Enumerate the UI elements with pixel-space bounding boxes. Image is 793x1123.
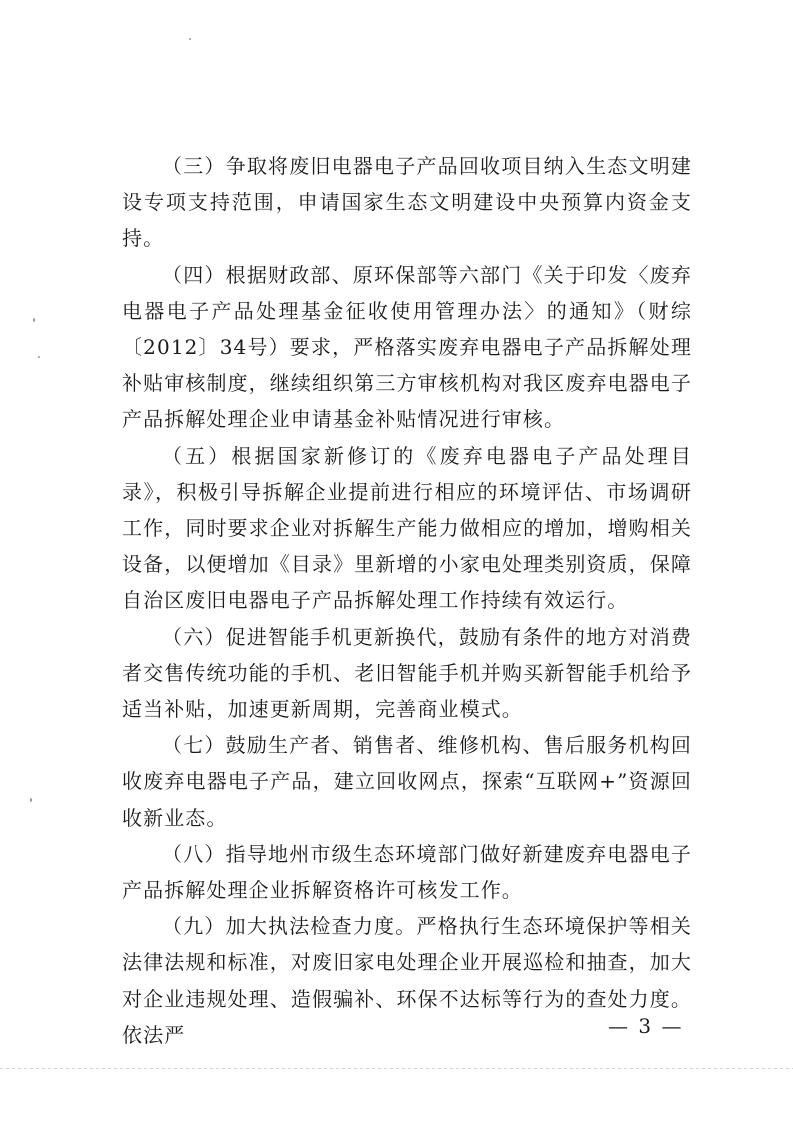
paragraph-7: （七）鼓励生产者、销售者、维修机构、售后服务机构回收废弃电器电子产品，建立回收网点，探索“互联网+”资源回收新业态。 xyxy=(122,733,692,830)
scan-speck xyxy=(33,318,35,322)
paragraph-3: （三）争取将废旧电器电子产品回收项目纳入生态文明建设专项支持范围，申请国家生态文明建设中央预算内资金支持。 xyxy=(122,154,692,251)
paragraph-9: （九）加大执法检查力度。严格执行生态环境保护等相关法律法规和标准，对废旧家电处理企业开展巡检和抽查，加大对企业违规处理、造假骗补、环保不达标等行为的查处力度。依法严 xyxy=(122,914,692,1047)
paragraph-5: （五）根据国家新修订的《废弃电器电子产品处理目录》，积极引导拆解企业提前进行相应的环境评估、市场调研工作，同时要求企业对拆解生产能力做相应的增加，增购相关设备，以便增加《目录》里新增的小家电处理类别资质，保障自治区废旧电器电子产品拆解处理工作持续有效运行。 xyxy=(122,443,692,613)
scan-speck xyxy=(189,38,191,40)
paragraph-6: （六）促进智能手机更新换代，鼓励有条件的地方对消费者交售传统功能的手机、老旧智能手机并购买新智能手机给予适当补贴，加速更新周期，完善商业模式。 xyxy=(122,624,692,722)
scan-edge-line xyxy=(0,1068,793,1069)
paragraph-4: （四）根据财政部、原环保部等六部门《关于印发〈废弃电器电子产品处理基金征收使用管理办法〉的通知》（财综〔2012〕34号）要求，严格落实废弃电器电子产品拆解处理补贴审核制度，继续组织第三方审核机构对我区废弃电器电子产品拆解处理企业申请基金补贴情况进行审核。 xyxy=(122,262,692,432)
scan-speck xyxy=(30,798,32,802)
scan-speck xyxy=(38,356,40,358)
document-body xyxy=(122,148,692,1053)
paragraph-8: （八）指导地州市级生态环境部门做好新建废弃电器电子产品拆解处理企业拆解资格许可核发工作。 xyxy=(122,841,692,903)
page-number: — 3 — xyxy=(608,1014,684,1038)
